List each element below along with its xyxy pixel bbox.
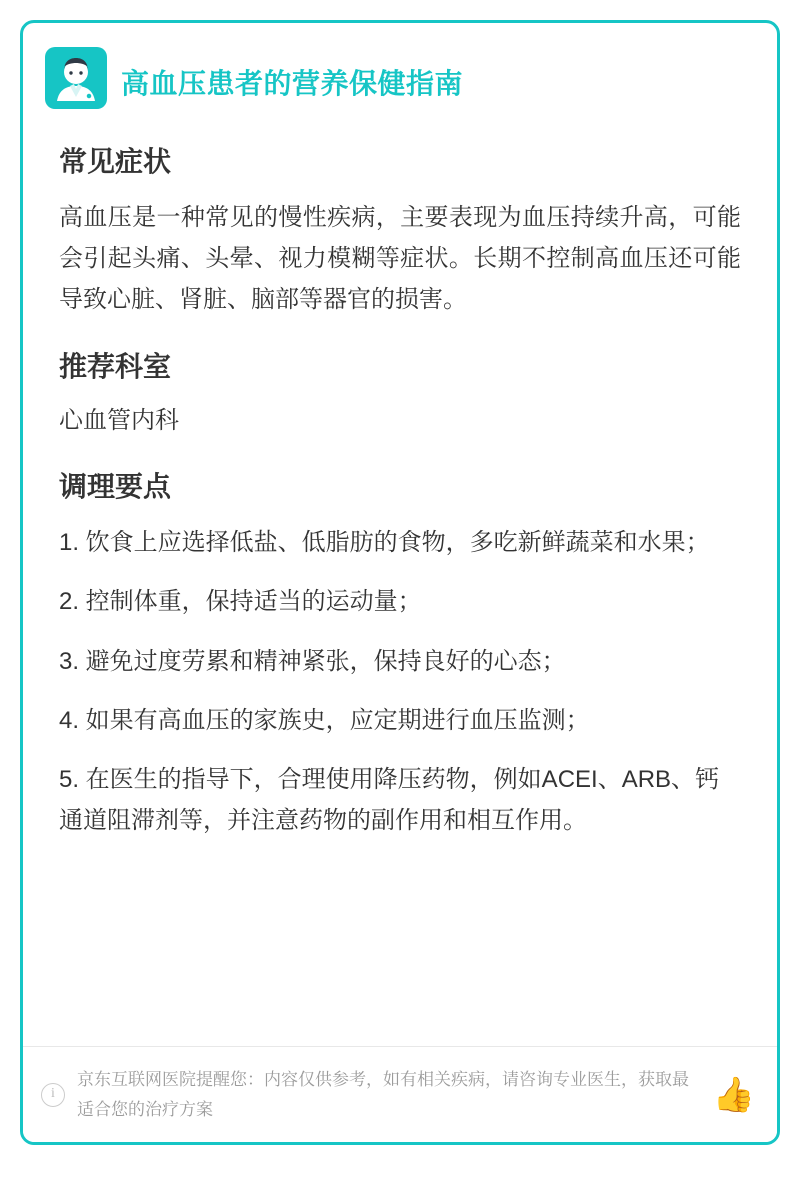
list-item: 5. 在医生的指导下，合理使用降压药物，例如ACEI、ARB、钙通道阻滞剂等，并注意药物的副作用和相互作用。 (59, 766, 720, 835)
disclaimer-text: 京东互联网医院提醒您：内容仅供参考，如有相关疾病，请咨询专业医生，获取最适合您的治疗方案 (77, 1069, 689, 1119)
list-item: 3. 避免过度劳累和精神紧张，保持良好的心态； (59, 647, 566, 675)
doctor-avatar-icon (45, 47, 107, 109)
advice-list (59, 522, 741, 842)
symptoms-heading: 常见症状 (59, 146, 172, 177)
card-body (23, 145, 777, 842)
symptoms-text: 高血压是一种常见的慢性疾病，主要表现为血压持续升高，可能会引起头痛、头晕、视力模糊等症状。长期不控制高血压还可能导致心脏、肾脏、脑部等器官的损害。 (59, 203, 741, 314)
thumbs-up-icon[interactable]: 👍 (712, 1075, 755, 1114)
list-item: 2. 控制体重，保持适当的运动量； (59, 588, 422, 616)
department-text: 心血管内科 (59, 406, 179, 434)
card-header (23, 23, 777, 119)
card-footer (23, 1046, 777, 1142)
list-item: 1. 饮食上应选择低盐、低脂肪的食物，多吃新鲜蔬菜和水果； (59, 528, 710, 556)
health-guide-card (20, 20, 780, 1145)
page-title: 高血压患者的营养保健指南 (121, 68, 464, 99)
advice-heading: 调理要点 (59, 471, 172, 503)
list-item: 4. 如果有高血压的家族史，应定期进行血压监测； (59, 706, 590, 734)
info-circle-icon: i (41, 1083, 65, 1107)
department-heading: 推荐科室 (59, 351, 172, 383)
